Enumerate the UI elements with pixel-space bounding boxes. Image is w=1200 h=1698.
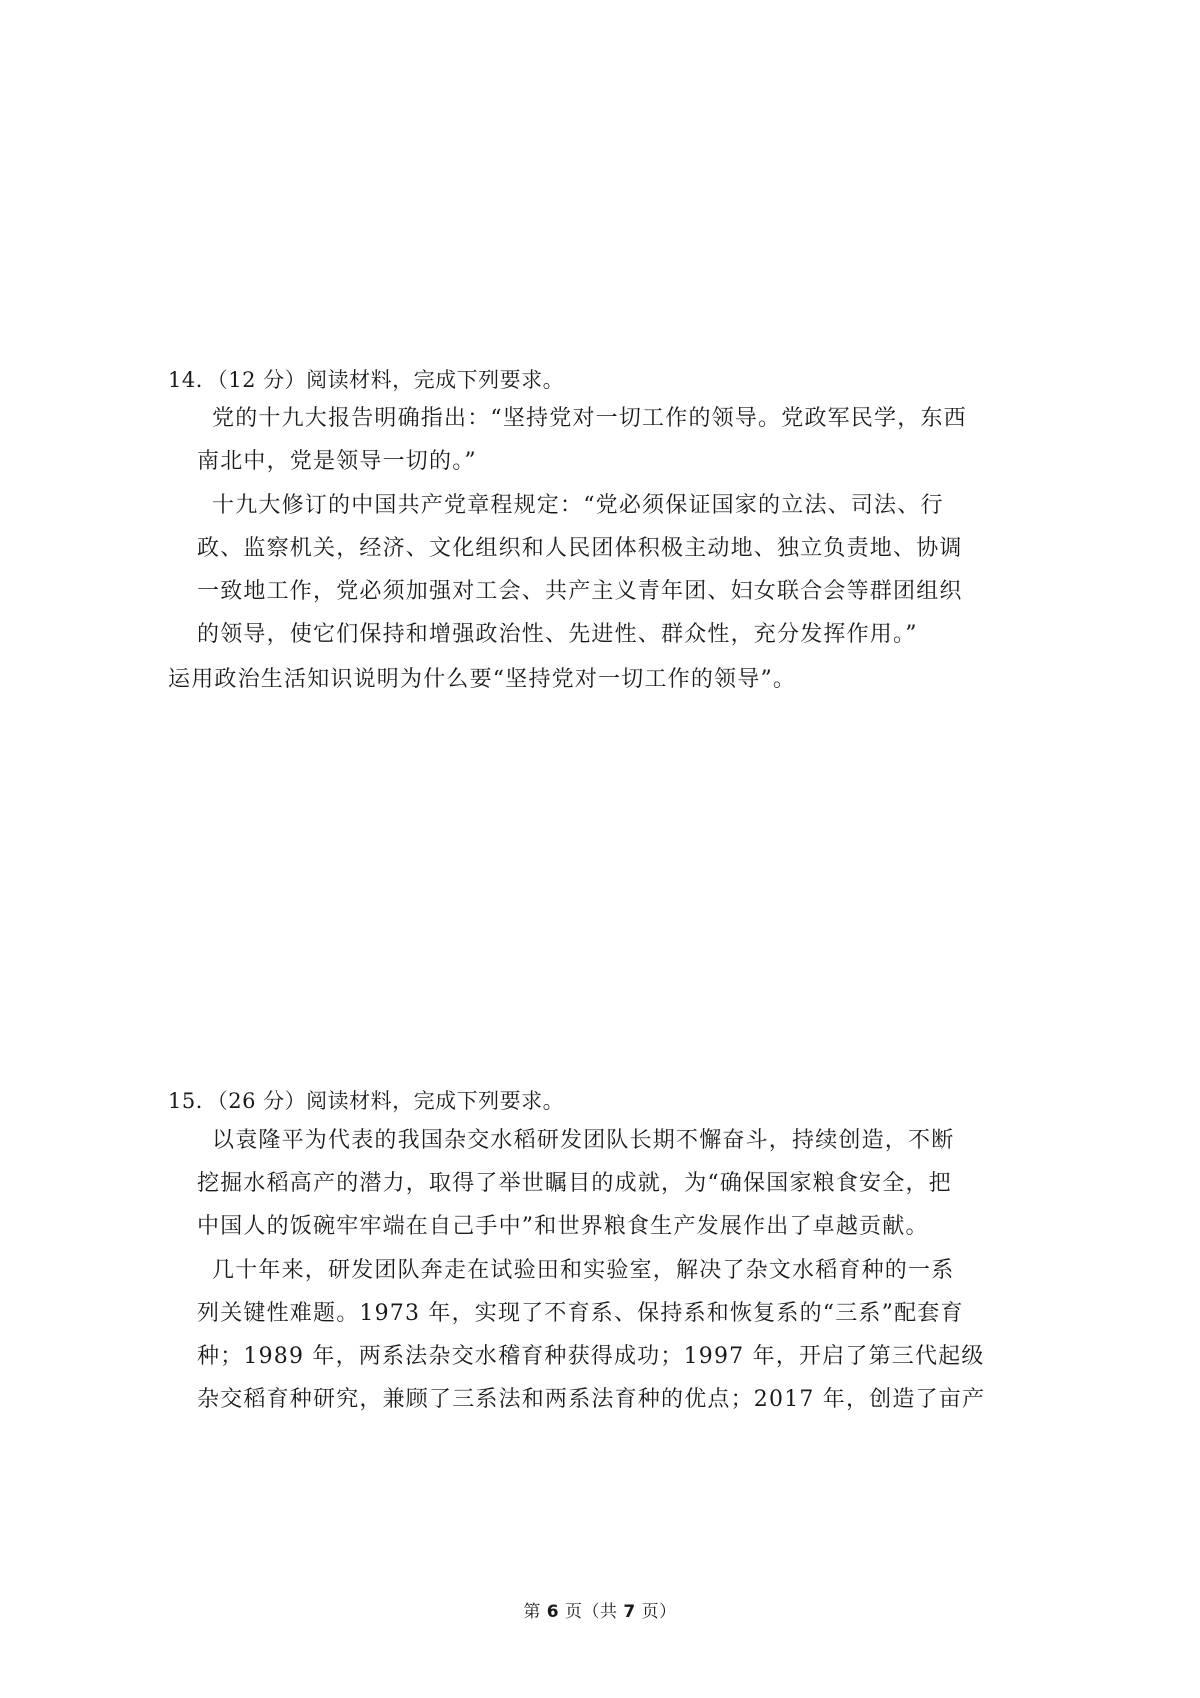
text-line: 挖掘水稻高产的潜力，取得了举世瞩目的成就，为“确保国家粮食安全，把 — [197, 1171, 952, 1196]
text-line: 政、监察机关，经济、文化组织和人民团体积极主动地、独立负责地、协调 — [197, 536, 963, 561]
question-15-material-2-cont — [197, 1292, 985, 1421]
page-footer — [0, 1597, 1200, 1622]
question-14-material-1-cont — [197, 440, 477, 483]
text-line: 列关键性难题。1973 年，实现了不育系、保持系和恢复系的“三系”配套育 — [197, 1301, 964, 1326]
footer-prefix: 第 — [523, 1602, 541, 1622]
text-line: 的领导，使它们保持和增强政治性、先进性、群众性，充分发挥作用。” — [197, 622, 918, 647]
footer-suffix: 页） — [641, 1602, 677, 1622]
footer-middle: 页（共 — [565, 1602, 618, 1622]
question-14-header: 14．（12 分）阅读材料，完成下列要求。 — [168, 368, 565, 392]
text-line: 运用政治生活知识说明为什么要“坚持党对一切工作的领导”。 — [168, 667, 797, 692]
text-line: 党的十九大报告明确指出：“坚持党对一切工作的领导。党政军民学，东西 — [212, 406, 967, 431]
question-15-material-1 — [212, 1119, 954, 1162]
current-page-number: 6 — [546, 1602, 560, 1622]
question-15-header: 15．（26 分）阅读材料，完成下列要求。 — [168, 1089, 565, 1113]
question-14-task — [168, 658, 796, 701]
question-14-material-2 — [212, 484, 944, 527]
question-14-material-1 — [212, 397, 967, 440]
question-15-material-1-cont — [197, 1162, 952, 1248]
text-line: 杂交稻育种研究，兼顾了三系法和两系法育种的优点；2017 年，创造了亩产 — [197, 1387, 986, 1412]
text-line: 以袁隆平为代表的我国杂交水稻研发团队长期不懈奋斗，持续创造，不断 — [212, 1128, 955, 1153]
text-line: 几十年来，研发团队奔走在试验田和实验室，解决了杂文水稻育种的一系 — [212, 1258, 955, 1283]
text-line: 南北中，党是领导一切的。” — [197, 449, 477, 474]
total-page-number: 7 — [623, 1602, 636, 1622]
text-line: 种；1989 年，两系法杂交水稽育种获得成功；1997 年，开启了第三代起级 — [197, 1344, 985, 1369]
text-line: 中国人的饭碗牢牢端在自己手中”和世界粮食生产发展作出了卓越贡献。 — [197, 1214, 929, 1239]
question-15-material-2 — [212, 1249, 954, 1292]
text-line: 十九大修订的中国共产党章程规定：“党必须保证国家的立法、司法、行 — [212, 493, 944, 518]
text-line: 一致地工作，党必须加强对工会、共产主义青年团、妇女联合会等群团组织 — [197, 579, 963, 604]
question-14-material-2-cont — [197, 527, 963, 656]
